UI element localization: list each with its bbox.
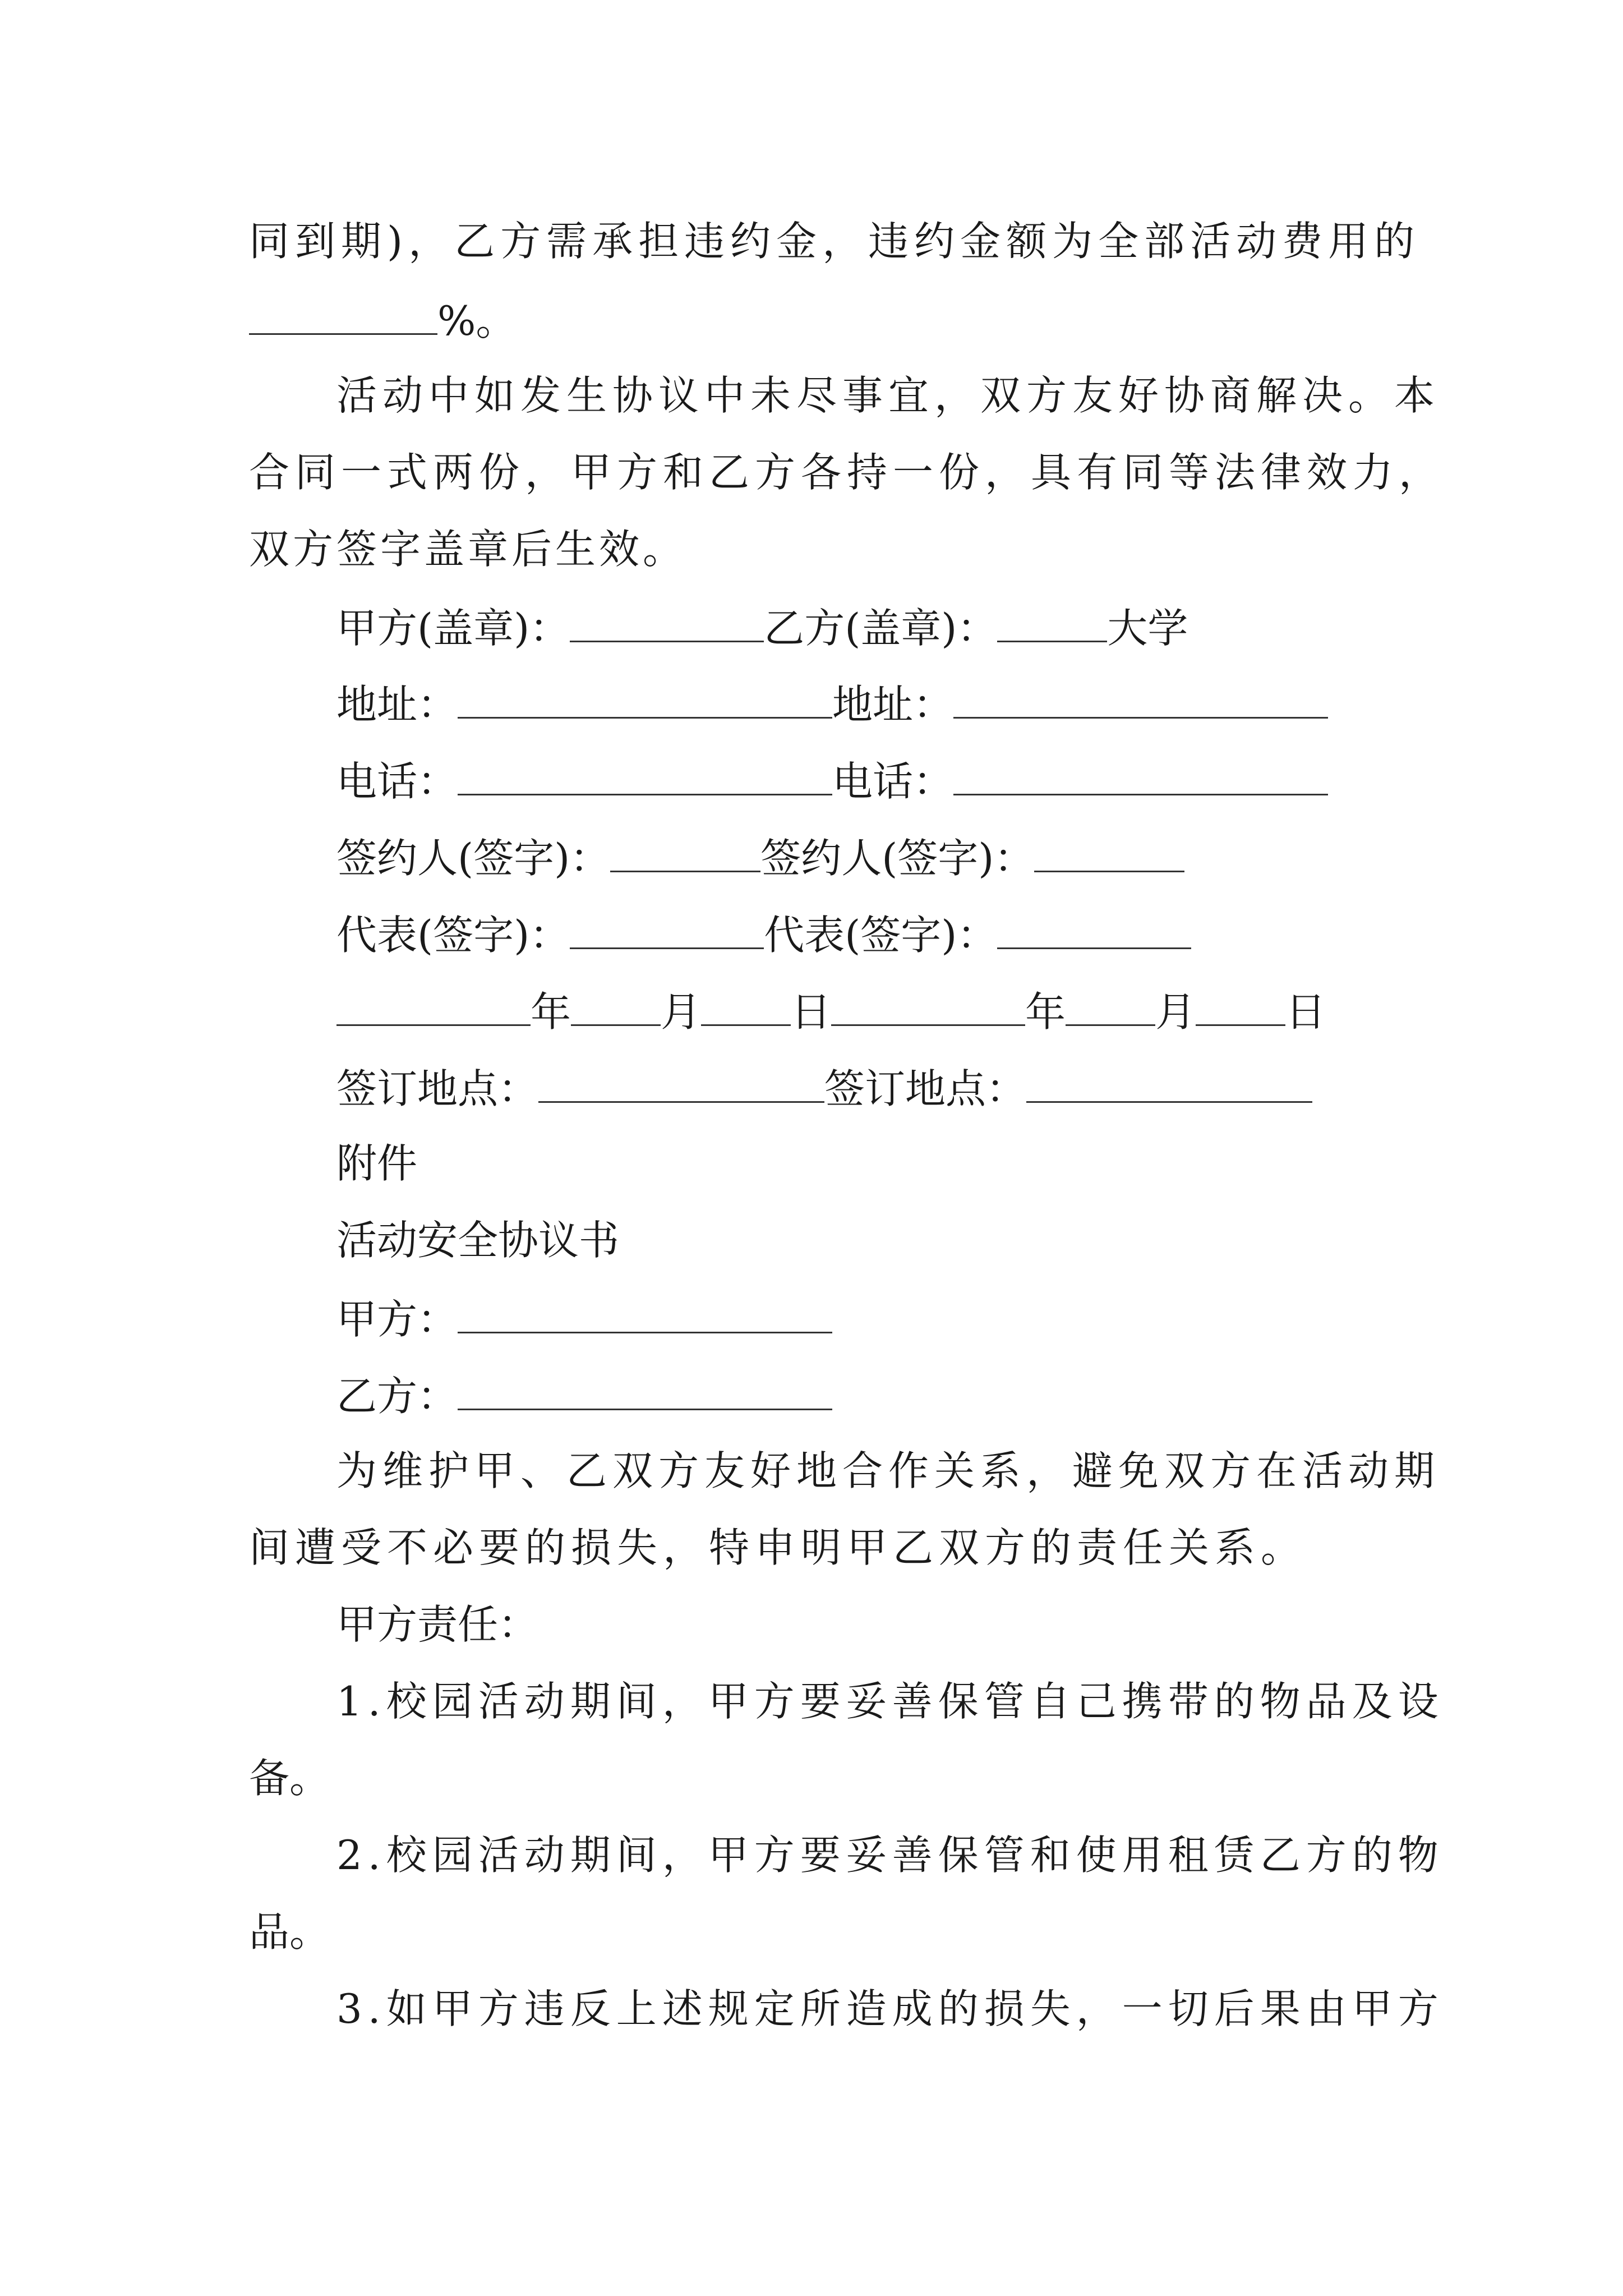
paragraph-1-line-2 [249, 297, 517, 344]
representative-row [336, 912, 1191, 959]
appendix-label: 附件 [336, 1140, 418, 1187]
day-a-blank[interactable] [701, 990, 791, 1026]
appendix-party-a-blank[interactable] [458, 1297, 832, 1333]
percentage-blank[interactable] [249, 298, 437, 335]
day-b-label: 日 [1285, 988, 1326, 1036]
appendix-intro-line-1: 为维护甲、乙双方友好地合作关系，避免双方在活动期 [336, 1447, 1441, 1494]
appendix-title: 活动安全协议书 [336, 1217, 620, 1264]
year-b-blank[interactable] [831, 990, 1025, 1026]
month-a-label: 月 [661, 988, 702, 1036]
place-a-blank[interactable] [538, 1066, 824, 1103]
percent-suffix: %。 [437, 297, 517, 344]
appendix-party-a-label: 甲方： [336, 1296, 458, 1343]
year-b-label: 年 [1025, 988, 1066, 1036]
year-a-label: 年 [531, 988, 571, 1036]
paragraph-2-line-1: 活动中如发生协议中未尽事宜，双方友好协商解决。本 [336, 372, 1441, 419]
address-row [336, 681, 1328, 728]
phone-a-label: 电话： [336, 758, 458, 805]
signing-place-row [336, 1065, 1312, 1112]
appendix-party-a-row [336, 1296, 832, 1343]
party-b-name-blank[interactable] [997, 606, 1107, 642]
paragraph-2-line-2: 合同一式两份，甲方和乙方各持一份，具有同等法律效力， [249, 449, 1445, 496]
month-b-blank[interactable] [1066, 990, 1155, 1026]
place-b-blank[interactable] [1026, 1066, 1312, 1103]
phone-b-label: 电话： [832, 758, 954, 805]
paragraph-1-line-1 [249, 218, 1421, 265]
phone-row [336, 758, 1328, 805]
address-b-blank[interactable] [953, 682, 1328, 719]
item-1-line-1: 1.校园活动期间，甲方要妥善保管自己携带的物品及设 [336, 1678, 1444, 1725]
place-a-label: 签订地点： [336, 1065, 539, 1112]
signer-b-blank[interactable] [1034, 836, 1184, 872]
rep-b-blank[interactable] [997, 913, 1191, 949]
item-2-line-2: 品。 [249, 1908, 330, 1955]
item-2-line-1: 2.校园活动期间，甲方要妥善保管和使用租赁乙方的物 [336, 1832, 1444, 1879]
text: 同到期)，乙方需承担违约金，违约金额为全部活动费用的 [249, 218, 1421, 265]
phone-a-blank[interactable] [458, 759, 832, 795]
address-b-label: 地址： [832, 681, 954, 728]
signer-a-label: 签约人(签字)： [336, 835, 611, 882]
phone-b-blank[interactable] [953, 759, 1328, 795]
signer-a-blank[interactable] [610, 836, 760, 872]
rep-a-blank[interactable] [570, 913, 764, 949]
appendix-party-b-row [336, 1373, 832, 1420]
address-a-label: 地址： [336, 681, 458, 728]
year-a-blank[interactable] [336, 990, 531, 1026]
date-row [336, 988, 1326, 1036]
signer-b-label: 签约人(签字)： [760, 835, 1035, 882]
appendix-party-b-blank[interactable] [458, 1374, 832, 1410]
month-b-label: 月 [1155, 988, 1196, 1036]
responsibility-heading: 甲方责任： [336, 1601, 539, 1648]
university-label: 大学 [1107, 605, 1188, 652]
day-b-blank[interactable] [1196, 990, 1285, 1026]
address-a-blank[interactable] [458, 682, 832, 719]
appendix-intro-line-2: 间遭受不必要的损失，特申明甲乙双方的责任关系。 [249, 1524, 1307, 1571]
appendix-party-b-label: 乙方： [336, 1373, 458, 1420]
item-1-line-2: 备。 [249, 1755, 330, 1802]
party-b-seal-label: 乙方(盖章)： [764, 605, 998, 652]
signer-row [336, 835, 1184, 882]
seal-row [336, 605, 1188, 652]
party-a-seal-label: 甲方(盖章)： [336, 605, 570, 652]
place-b-label: 签订地点： [824, 1065, 1027, 1112]
rep-b-label: 代表(签字)： [764, 912, 998, 959]
rep-a-label: 代表(签字)： [336, 912, 570, 959]
party-a-seal-blank[interactable] [570, 606, 764, 642]
paragraph-2-line-3: 双方签字盖章后生效。 [249, 526, 687, 573]
month-a-blank[interactable] [571, 990, 661, 1026]
day-a-label: 日 [791, 988, 832, 1036]
item-3-line-1: 3.如甲方违反上述规定所造成的损失，一切后果由甲方 [336, 1985, 1444, 2032]
